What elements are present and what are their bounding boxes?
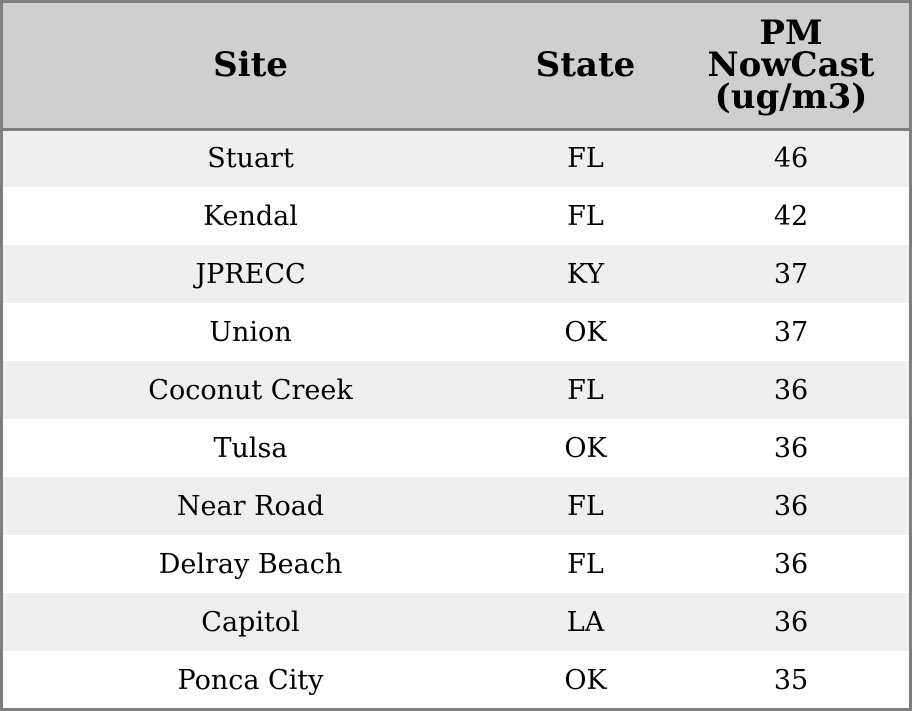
pm-value-cell: 36 <box>773 432 809 464</box>
table-row <box>3 245 909 303</box>
pm-value-cell: 36 <box>773 606 809 638</box>
pm-value-cell: 36 <box>773 374 809 406</box>
site-cell: Tulsa <box>213 432 288 464</box>
state-cell: FL <box>567 200 604 232</box>
pm-value-cell: 35 <box>773 664 809 696</box>
state-cell: KY <box>566 258 605 290</box>
header-row <box>3 3 909 129</box>
table-header <box>3 3 909 129</box>
site-cell: Capitol <box>201 606 300 638</box>
table-row <box>3 361 909 419</box>
state-cell: OK <box>564 664 607 696</box>
site-cell: Stuart <box>207 143 294 175</box>
table-row <box>3 187 909 245</box>
table-row <box>3 477 909 535</box>
table-row <box>3 303 909 361</box>
state-cell: OK <box>564 432 607 464</box>
data-table <box>3 3 909 709</box>
state-cell: LA <box>566 606 605 638</box>
column-header-site: Site <box>3 3 498 129</box>
site-cell: Union <box>209 316 292 348</box>
column-header-pm-nowcast: PM NowCast (ug/m3) <box>673 3 909 129</box>
column-header-state: State <box>498 3 673 129</box>
pm-value-cell: 36 <box>773 548 809 580</box>
site-cell: Kendal <box>203 200 298 232</box>
state-cell: FL <box>567 490 604 522</box>
table-body <box>3 129 909 709</box>
state-cell: FL <box>567 548 604 580</box>
table-row <box>3 593 909 651</box>
site-cell: Delray Beach <box>158 548 343 580</box>
pm-value-cell: 36 <box>773 490 809 522</box>
pm-value-cell: 37 <box>773 258 809 290</box>
pm-value-cell: 46 <box>773 143 809 175</box>
site-cell: Coconut Creek <box>148 374 353 406</box>
table-row <box>3 535 909 593</box>
pm-value-cell: 42 <box>773 200 809 232</box>
state-cell: FL <box>567 143 604 175</box>
table-row <box>3 129 909 187</box>
site-cell: Ponca City <box>177 664 324 696</box>
pm-value-cell: 37 <box>773 316 809 348</box>
table-row <box>3 419 909 477</box>
site-cell: Near Road <box>176 490 325 522</box>
site-cell: JPRECC <box>195 258 306 290</box>
state-cell: OK <box>564 316 607 348</box>
table-row <box>3 651 909 709</box>
state-cell: FL <box>567 374 604 406</box>
